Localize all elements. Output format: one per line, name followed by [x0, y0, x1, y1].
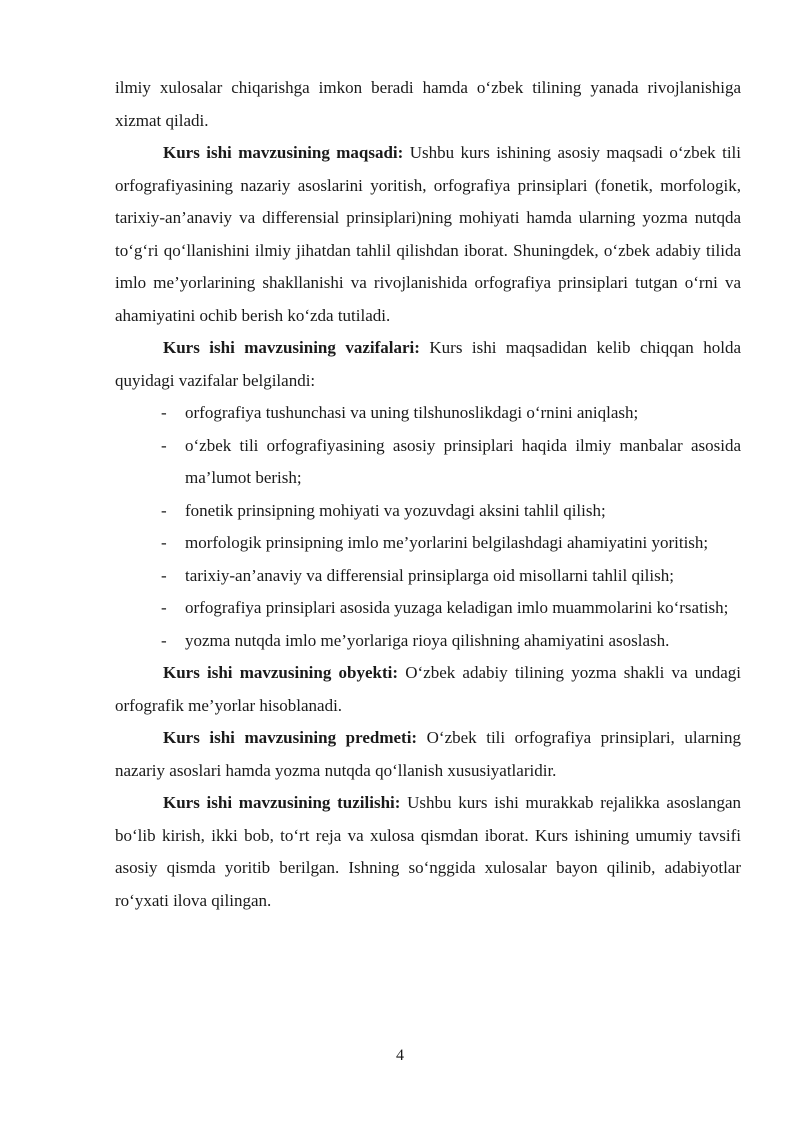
structure-text: Ushbu kurs ishi murakkab rejalikka asoslangan bo‘lib kirish, ikki bob, to‘rt reja va xulosa qismdan iborat. Kurs ishining umumiy tavsifi asosiy qismda yoritib berilgan. Ishning so‘nggida xulosalar bayon qilinib, adabiyotlar ro‘yxati ilova qilingan. [115, 793, 742, 910]
list-item-text: o‘zbek tili orfografiyasining asosiy prinsiplari haqida ilmiy manbalar asosida ma’lumot berish; [185, 435, 741, 487]
goal-text: Ushbu kurs ishining asosiy maqsadi o‘zbek tili orfografiyasining nazariy asoslarini yoritish, orfografiya prinsiplari (fonetik, morfologik, tarixiy-an’anaviy va differensial prinsiplari)ning mohiyati hamda ularning yozma nutqda to‘g‘ri qo‘llanishini ilmiy jihatdan tahlil qilishdan iborat. Shuningdek, o‘zbek adabiy tilida imlo me’yorlarining shakllanishi va rivojlanishida orfografiya prinsiplari tutgan o‘rni va ahamiyatini ochib berish ko‘zda tutiladi. [115, 143, 741, 325]
list-item [115, 592, 741, 625]
list-bullet: - [161, 598, 167, 617]
list-bullet: - [161, 630, 167, 650]
list-bullet: - [161, 435, 167, 455]
object-text: O‘zbek adabiy tilining yozma shakli va undagi orfografik me’yorlar hisoblanadi. [115, 663, 741, 715]
tasks-paragraph [115, 332, 741, 397]
list-item [115, 625, 741, 658]
subject-paragraph [115, 722, 741, 787]
page-body [115, 72, 741, 917]
intro-paragraph [115, 72, 741, 137]
list-item-text: fonetik prinsipning mohiyati va yozuvdagi aksini tahlil qilish; [185, 500, 606, 520]
subject-text: O‘zbek tili orfografiya prinsiplari, ularning nazariy asoslari hamda yozma nutqda qo‘llanish xususiyatlaridir. [115, 728, 742, 780]
list-bullet: - [161, 533, 167, 552]
goal-paragraph [115, 137, 741, 332]
intro-text: ilmiy xulosalar chiqarishga imkon beradi hamda o‘zbek tilining yanada rivojlanishiga xizmat qiladi. [115, 78, 741, 130]
tasks-list [115, 397, 741, 657]
page-number: 4 [396, 1047, 404, 1064]
object-heading: Kurs ishi mavzusining obyekti: [163, 663, 399, 682]
list-item-text: orfografiya prinsiplari asosida yuzaga keladigan imlo muammolarini ko‘rsatish; [185, 598, 729, 617]
list-item [115, 495, 741, 528]
list-item [115, 527, 741, 560]
list-item [115, 397, 741, 430]
list-item-text: yozma nutqda imlo me’yorlariga rioya qilishning ahamiyatini asoslash. [185, 630, 670, 650]
list-item-text: orfografiya tushunchasi va uning tilshunoslikdagi o‘rnini aniqlash; [185, 403, 639, 422]
list-bullet: - [161, 403, 167, 422]
structure-heading: Kurs ishi mavzusining tuzilishi: [163, 793, 401, 812]
subject-heading: Kurs ishi mavzusining predmeti: [163, 728, 418, 747]
list-bullet: - [161, 565, 167, 585]
list-item-text: tarixiy-an’anaviy va differensial prinsiplarga oid misollarni tahlil qilish; [185, 565, 674, 585]
tasks-text: Kurs ishi maqsadidan kelib chiqqan holda quyidagi vazifalar belgilandi: [115, 338, 742, 390]
list-item-text: morfologik prinsipning imlo me’yorlarini belgilashdagi ahamiyatini yoritish; [185, 533, 709, 552]
list-item [115, 430, 741, 495]
object-paragraph [115, 657, 741, 722]
list-item [115, 560, 741, 593]
list-bullet: - [161, 500, 167, 520]
structure-paragraph [115, 787, 741, 917]
tasks-heading: Kurs ishi mavzusining vazifalari: [163, 338, 420, 357]
goal-heading: Kurs ishi mavzusining maqsadi: [163, 143, 404, 162]
